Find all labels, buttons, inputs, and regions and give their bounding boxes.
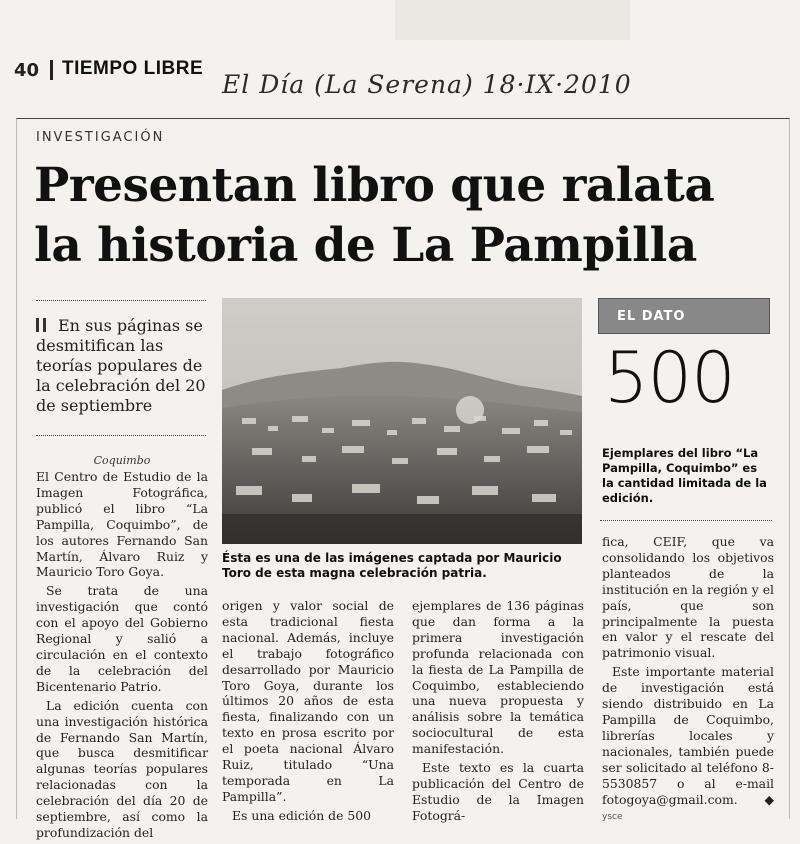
lede-top-rule xyxy=(36,300,206,301)
dato-label: EL DATO xyxy=(617,309,686,324)
tape-mark xyxy=(395,0,630,40)
dato-number: 500 xyxy=(604,337,735,419)
end-mark-icon: ◆ xyxy=(764,791,774,807)
col4-paragraph-1: fica, CEIF, que va consolidando los objetivos planteados de la institución en la región y el país, que son principalmente la puesta en valor y el rescate del patrimonio visual. xyxy=(602,534,774,661)
section-title: TIEMPO LIBRE xyxy=(62,58,204,79)
col4-paragraph-2 xyxy=(602,664,774,823)
article-headline xyxy=(34,156,774,276)
col4-paragraph-2-text: Este importante material de investigación está siendo distribuido en La Pampilla de Coquimbo, librerías locales y nacionales, también puede ser solicitado al teléfono 8-5530857 o al e-mail fotogoya@gmail.com. xyxy=(602,664,774,807)
col2-paragraph-1: origen y valor social de esta tradicional fiesta nacional. Además, incluye el trabajo fotográfico desarrollado por Mauricio Toro Goya, durante los últimos 20 años de esta fiesta, finalizando con un texto en prosa escrito por el poeta nacional Álvaro Ruiz, titulado “Una temporada en La Pampilla”. xyxy=(222,598,394,804)
photo-illustration xyxy=(222,298,582,544)
column-4 xyxy=(602,534,774,826)
col1-paragraph-2: Se trata de una investigación que contó con el apoyo del Gobierno Regional y salió a circulación en el contexto de la celebración del Bicentenario Patrio. xyxy=(36,583,208,694)
lede-bottom-rule xyxy=(36,435,206,436)
column-1 xyxy=(36,454,208,844)
dato-bottom-rule xyxy=(600,520,772,521)
handwritten-note: El Día (La Serena) 18·IX·2010 xyxy=(222,70,632,99)
headline-line-1: Presentan libro que ralata xyxy=(34,158,715,213)
article-lede: En sus páginas se desmitifican las teorías populares de la celebración del 20 de septiembre xyxy=(36,316,206,415)
headline-line-2: la historia de La Pampilla xyxy=(34,218,697,273)
column-3 xyxy=(412,598,584,827)
column-2 xyxy=(222,598,394,827)
col1-paragraph-1: El Centro de Estudio de la Imagen Fotográfica, publicó el libro “La Pampilla, Coquimbo”, de los autores Fernando San Martín, Álvaro Ruiz y Mauricio Toro Goya. xyxy=(36,469,208,580)
dato-box xyxy=(598,298,770,334)
col1-paragraph-3: La edición cuenta con una investigación histórica de Fernando San Martín, que busca desmitificar algunas teorías populares relacionadas con la celebración del día 20 de septiembre, así como la profundización del xyxy=(36,697,208,840)
dateline: Coquimbo xyxy=(93,454,151,467)
author-initials: ysce xyxy=(602,812,623,823)
header-separator xyxy=(50,60,53,80)
photo-caption: Ésta es una de las imágenes captada por Mauricio Toro de esta magna celebración patria. xyxy=(222,551,562,580)
col2-paragraph-2: Es una edición de 500 xyxy=(232,807,371,823)
col3-paragraph-1: ejemplares de 136 páginas que dan forma a la primera investigación profunda relacionada con la fiesta de La Pampilla de Coquimbo, estableciendo una nueva propuesta y análisis sobre la temática sociocultural de esta manifestación. xyxy=(412,598,584,757)
page-number: 40 xyxy=(14,60,40,81)
article-kicker: INVESTIGACIÓN xyxy=(36,130,165,145)
pampilla-photo xyxy=(222,298,582,544)
dato-description: Ejemplares del libro “La Pampilla, Coquimbo” es la cantidad limitada de la edición. xyxy=(602,446,767,505)
col3-paragraph-2: Este texto es la cuarta publicación del Centro de Estudio de la Imagen Fotográ- xyxy=(412,760,584,823)
dato-label-bar xyxy=(599,299,769,333)
